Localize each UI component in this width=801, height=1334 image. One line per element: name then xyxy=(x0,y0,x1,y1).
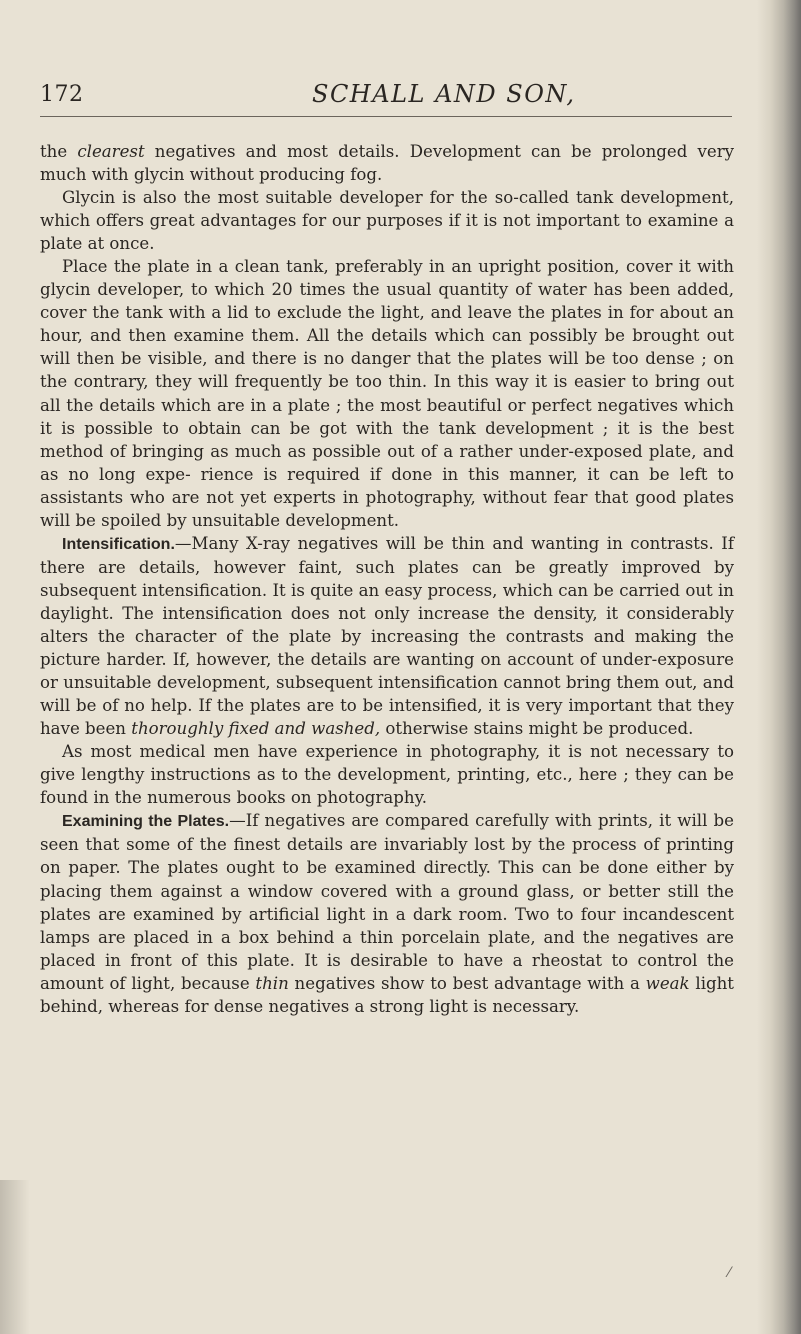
italic-text: clearest xyxy=(77,142,145,161)
body-text xyxy=(40,140,734,1018)
paragraph-2: Glycin is also the most suitable developer for the so-called tank development, which offers great advantages for our purposes if it is not important to examine a plate at once. xyxy=(40,188,734,254)
italic-text: weak xyxy=(645,973,690,993)
section-heading-intensification: Intensification. xyxy=(62,535,175,553)
text-run: —If negatives are compared carefully with prints, it will be seen that some of the finest details are invariably lost by the process of printing on paper. The plates ought to be examined directly. This can be done either by placing them against a window covered with a ground glass, or better still the plates are examined by artificial light in a dark room. Two to four incandescent lamps are placed in a box behind a thin porcelain plate, and the negatives are placed in front of this plate. It is desirable to have a rheostat to control the amount of light, because xyxy=(40,811,734,993)
pencil-mark: ⁄ xyxy=(728,1265,731,1281)
text-run: light behind, whereas for dense negatives a strong light is necessary. xyxy=(40,973,734,1016)
page-edge-shadow xyxy=(757,0,801,1334)
italic-text: thin xyxy=(255,973,289,993)
paragraph-3: Place the plate in a clean tank, preferably in an upright position, cover it with glycin developer, to which 20 times the usual quantity of water has been added, cover the tank with a lid to exclude the light, and leave the plates in for about an hour, and then examine them. All the details which can possibly be brought out will then be visible, and there is no danger that the plates will be too dense ; on the contrary, they will frequently be too thin. In this way it is easier to bring out all the details which are in a plate ; the most beautiful or perfect negatives which it is possible to obtain can be got with the tank development ; it is the best method of bringing as much as possible out of a rather under-exposed plate, and as no long expe- rience is required if done in this manner, it can be left to assistants who are not yet experts in photography, without fear that good plates will be spoiled by unsuitable development. xyxy=(40,257,734,530)
italic-text: thoroughly fixed and washed, xyxy=(131,719,381,739)
text-run: negatives and most details. Development can be prolonged very much with glycin without producing fog. xyxy=(40,142,734,185)
header-rule xyxy=(40,116,732,117)
paragraph-1 xyxy=(40,140,734,186)
page-header xyxy=(40,74,740,114)
text-run: the xyxy=(40,142,78,161)
paragraph-examining-plates xyxy=(40,809,734,1017)
text-run: otherwise stains might be produced. xyxy=(380,719,694,739)
running-head: SCHALL AND SON, xyxy=(312,80,576,108)
paragraph-5: As most medical men have experience in photography, it is not necessary to give lengthy instructions as to the development, printing, etc., here ; they can be found in the numerous books on photography. xyxy=(40,742,734,808)
section-heading-examining: Examining the Plates. xyxy=(62,813,230,831)
text-run: negatives show to best advantage with a xyxy=(288,973,646,993)
page-corner-shadow xyxy=(0,1180,30,1334)
page-number: 172 xyxy=(40,82,84,107)
text-run: —Many X-ray negatives will be thin and wanting in contrasts. If there are details, however faint, such plates can be greatly improved by subsequent intensification. It is quite an easy process, which can be carried out in daylight. The intensification does not only increase the density, it considerably alters the character of the plate by increasing the contrasts and making the picture harder. If, however, the details are wanting on account of under-exposure or unsuitable development, subsequent intensification cannot bring them out, and will be of no help. If the plates are to be intensified, it is very important that they have been xyxy=(40,533,734,739)
paragraph-intensification xyxy=(40,532,734,740)
